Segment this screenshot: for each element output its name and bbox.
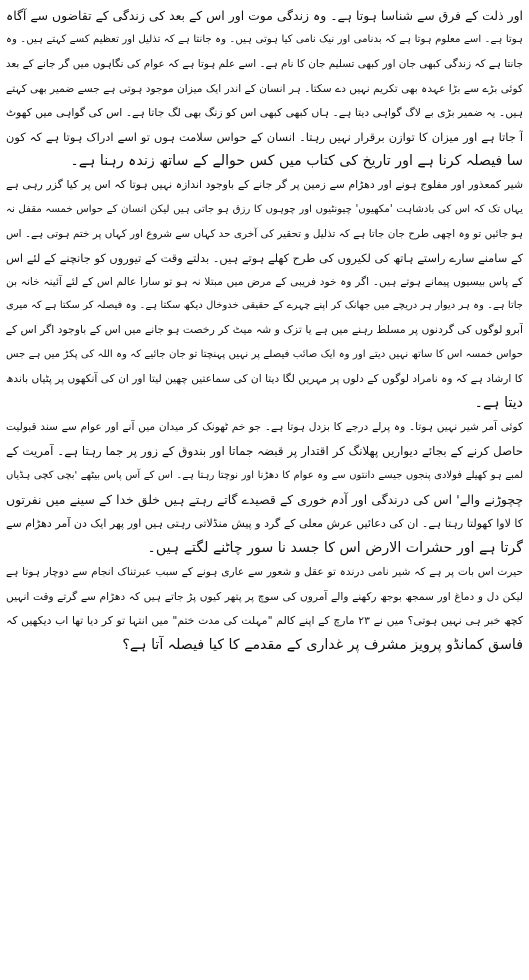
text-line: کے سامنے سارے راستے ہاتھ کی لکیروں کی طرح کھلے ہوتے ہیں۔ بدلتے وقت کے تیوروں کو جانچنے کے لئے اس	[6, 250, 523, 265]
text-line: کے پاس بیسیوں پیمانے ہوتے ہیں۔ اگر وہ خود فریبی کے مرض میں مبتلا نہ ہو تو سارا عالم اس کے لئے آئینہ خانہ بن	[6, 276, 523, 289]
article-paragraph	[6, 173, 523, 415]
text-line: شیر کمعذور اور مفلوج ہونے اور دھڑام سے زمین پر گر جانے کے باوجود اندازہ نہیں ہوتا کہ اس پر کیا گزر رہی ہے	[6, 178, 523, 192]
text-line: سا فیصلہ کرنا ہے اور تاریخ کی کتاب میں کس حوالے کے ساتھ زندہ رہنا ہے۔	[70, 153, 523, 170]
text-line: ہیں۔ یہ ضمیر بڑی بے لاگ گواہی دیتا ہے۔ ہاں کبھی کبھی اس کو زنگ بھی لگ جاتا ہے۔ اس کی گواہی میں کھوٹ	[6, 105, 523, 119]
article-paragraph	[6, 560, 523, 657]
text-line: لیکن دل و دماغ اور سمجھ بوجھ رکھنے والے آمروں کی سوچ پر پتھر کیوں پڑ جاتے ہیں کہ دھڑام سے گرتے وقت انہیں	[6, 590, 523, 603]
text-line: دیتا ہے۔	[474, 395, 523, 411]
text-line: حیرت اس بات پر ہے کہ شیر نامی درندہ تو عقل و شعور سے عاری ہونے کے سبب عبرتناک انجام سے دوچار ہوتا ہے	[6, 566, 523, 579]
text-line: آ جاتا ہے اور میزان کا توازن برقرار نہیں رہتا۔ انسان کے حواس سلامت ہوں تو اسے ادراک ہوتا ہے کہ کون	[6, 129, 523, 144]
text-line: چچوڑنے والے' اس کی درندگی اور آدم خوری کے قصیدے گاتے رہتے ہیں خلق خدا کے سینے میں نفرتوں	[6, 491, 523, 507]
text-line: کا ارشاد ہے کہ وہ نامراد لوگوں کے دلوں پر مہریں لگا دیتا ان کی سماعتیں چھین لیتا اور ان کی آنکھوں پر پٹیاں باندھ	[6, 372, 523, 385]
article-paragraph	[6, 415, 523, 560]
text-line: ہو جائیں تو وہ اچھی طرح جان جاتا ہے کہ تذلیل و تحقیر کی آخری حد کہاں سے شروع اور کہاں پر ختم ہوتی ہے۔ اس	[6, 227, 523, 240]
text-line: کوئی بڑے سے بڑا عہدہ بھی تکریم نہیں دے سکتا۔ ہر انسان کے اندر ایک میزان موجود ہوتی ہے جسے ضمیر بھی کہتے	[6, 82, 523, 95]
text-line: یہاں تک کہ اس کی بادشاہت 'مکھیوں' چیونٹیوں اور چوہوں کا رزق ہو جاتی ہیں لیکن انسان کے حواس خمسہ مقفل نہ	[6, 203, 523, 215]
text-line: گرتا ہے اور حشرات الارض اس کا جسد نا سور چاٹنے لگتے ہیں۔	[147, 540, 523, 557]
text-line: کچھ خبر ہی نہیں ہوتی؟ میں نے ۲۳ مارچ کے اپنے کالم "مہلت کی مدت ختم" میں انتہا تو کر دیا تھا اب دیکھیں کہ	[6, 613, 523, 627]
text-line: جاتا ہے۔ وہ ہر دیوار ہر دریچے میں جھانک کر اپنے چہرے کے حقیقی خدوخال دیکھ سکتا ہے۔ وہ فیصلہ کر سکتا ہے کہ میری	[6, 300, 523, 312]
text-line: حاصل کرنے کے بجائے دیواریں پھلانگ کر اقتدار پر قبضہ جماتا اور بندوق کے زور پر جما رہتا ہے۔ آمریت کے	[6, 444, 523, 459]
text-line: جانتا ہے کہ زندگی کبھی جان اور کبھی تسلیم جان کا نام ہے۔ اسے علم ہوتا ہے کہ عوام کی نگاہوں میں گر جانے کے بعد	[6, 58, 523, 71]
article-paragraph	[6, 4, 523, 173]
text-line: حواس خمسہ اس کا ساتھ نہیں دیتے اور وہ ایک صائب فیصلے پر نہیں پہنچتا تو جان جائیے کہ وہ اللہ کی پکڑ میں ہے جس	[6, 348, 523, 360]
text-line: اور ذلت کے فرق سے شناسا ہوتا ہے۔ وہ زندگی موت اور اس کے بعد کی زندگی کے تقاضوں سے آگاہ	[6, 8, 523, 23]
text-line: لمبے ہو کھیلے فولادی پنجوں جیسے دانتوں سے وہ عوام کا دھڑنا اور نوچتا رہتا ہے۔ اس کے آس پاس بیٹھے 'بچی کچی ہڈیاں	[6, 469, 523, 481]
text-line: کا لاوا کھولتا رہتا ہے۔ ان کی دعائیں عرش معلی کے گرد و پیش منڈلاتی رہتی ہیں اور پھر ایک دن آمر دھڑام سے	[6, 516, 523, 530]
text-line: ہوتا ہے۔ اسے معلوم ہوتا ہے کہ بدنامی اور نیک نامی کیا ہوتی ہیں۔ وہ جانتا ہے کہ تذلیل اور تعظیم کسے کہتے ہیں۔ وہ	[6, 34, 523, 46]
text-line: آبرو لوگوں کی گردنوں پر مسلط رہنے میں ہے یا تزک و شہ میٹ کر رخصت ہو جانے میں اس کے باوجود اگر اس کے	[6, 323, 523, 337]
text-line: کوئی آمر شیر نہیں ہوتا۔ وہ پرلے درجے کا بزدل ہوتا ہے۔ جو خم ٹھونک کر میدان میں آنے اور عوام سے سند قبولیت	[6, 421, 523, 434]
text-line: فاسق کمانڈو پرویز مشرف پر غداری کے مقدمے کا کیا فیصلہ آتا ہے؟	[122, 636, 523, 653]
